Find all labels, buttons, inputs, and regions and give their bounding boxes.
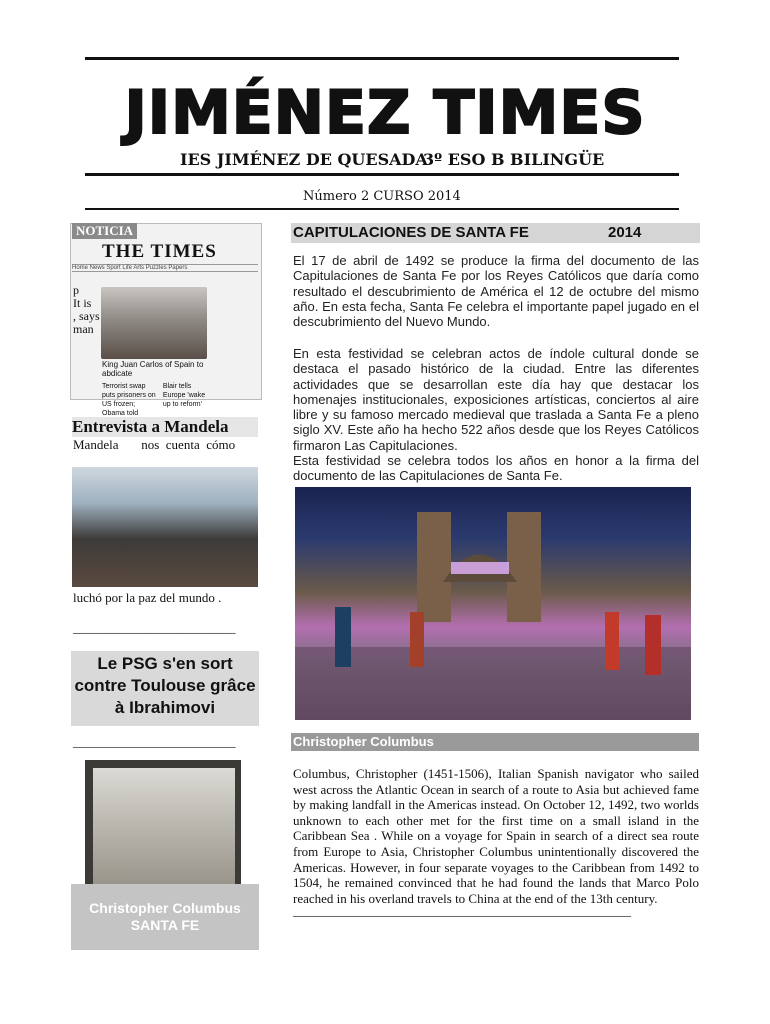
paragraph-2-text: En esta festividad se celebran actos de índole cultural donde se destaca el pasado histórico de la ciudad. Entre las diferentes actividades que se desarrollan este día hay que destacar los homenajes institucionales, exposiciones artísticas, conciertos al aire libre y su famoso mercado medieval que traslada a Santa Fe a pleno siglo XV. Este año ha hecho 522 años desde que los Reyes Católicos firmaron Las Capitulaciones. (293, 346, 699, 453)
capitulaciones-year: 2014 (608, 224, 642, 241)
times-snippet (73, 284, 100, 336)
top-rule (85, 57, 679, 60)
mandela-tail: luchó por la paz del mundo . (73, 590, 222, 605)
capitulaciones-heading (291, 223, 700, 243)
times-snippet-line: It is (73, 296, 92, 310)
times-sidebar (212, 286, 256, 386)
newspaper-title: JIMÉNEZ TIMES (124, 78, 646, 148)
divider: _________________________ (73, 734, 236, 749)
columbus-article-text: Columbus, Christopher (1451-1506), Italian Spanish navigator who sailed west across the Atlantic Ocean in search of a route to Asia but achieved fame by making landfall in the Americas instead. On October 12, 1492, two worlds unknown to each other met for the first time on a small island in the Caribbean Sea . While on a voyage for Spain in search of a direct sea route from Europe to Asia, Christopher Columbus unintentionally discovered the Americas. However, in four separate voyages to the Caribbean from 1492 to 1504, he remained convinced that he had found the lands that Marco Polo reached in his overland travels to China at the end of the 13th century. (293, 766, 699, 906)
columbus-caption-line: Christopher Columbus (89, 900, 241, 916)
divider: _________________________ (73, 620, 236, 635)
times-snippet-line: p (73, 283, 79, 297)
masthead-rule (85, 173, 679, 176)
issue-rule (85, 208, 679, 210)
times-snippet-line: man (73, 322, 94, 336)
times-caption-right: Blair tells Europe 'wake up to reform' (162, 383, 206, 408)
columbus-caption-line: SANTA FE (130, 917, 200, 933)
paragraph-1: El 17 de abril de 1492 se produce la firma del documento de las Capitulaciones de Santa Fe por los Reyes Católicos que daría como resultado el descubrimiento de América el 12 de octubre del mismo año. En esta fecha, Santa Fe celebra el importante papel jugado en el descubrimiento del Nuevo Mundo. (293, 253, 699, 330)
columbus-statue-image (93, 768, 235, 884)
columbus-caption-box (71, 884, 259, 950)
columbus-heading: Christopher Columbus (291, 733, 699, 751)
paragraph-3-text: Esta festividad se celebra todos los años en honor a la firma del documento de las Capitulaciones de Santa Fe. (293, 453, 699, 484)
times-snippet-line: , says (73, 309, 100, 323)
mandela-lead: Mandela nos cuenta cómo (73, 437, 236, 452)
school-name: IES JIMÉNEZ DE QUESADA (180, 150, 428, 169)
mandela-photo (72, 467, 258, 587)
paragraph-2 (293, 346, 699, 484)
times-caption (102, 360, 208, 418)
end-rule: ____________________________________________________ (293, 903, 631, 919)
noticia-label: NOTICIA (72, 223, 137, 239)
capitulaciones-title: CAPITULACIONES DE SANTA FE (293, 224, 529, 241)
times-nav: Home News Sport Life Arts Puzzles Papers (72, 264, 258, 272)
santa-fe-festival-photo (295, 487, 691, 720)
times-caption-main: King Juan Carlos of Spain to abdicate (102, 360, 204, 378)
issue-number: Número 2 CURSO 2014 (303, 189, 461, 204)
columbus-article (293, 766, 699, 919)
king-photo (101, 287, 207, 359)
mandela-heading: Entrevista a Mandela (72, 417, 258, 437)
times-caption-left: Terrorist swap puts prisoners on US frozen; Obama told (102, 383, 156, 417)
psg-headline: Le PSG s'en sort contre Toulouse grâce à Ibrahimovi (71, 651, 259, 726)
times-logo: THE TIMES (102, 241, 217, 262)
class-name: 3º ESO B BILINGÜE (423, 150, 605, 169)
